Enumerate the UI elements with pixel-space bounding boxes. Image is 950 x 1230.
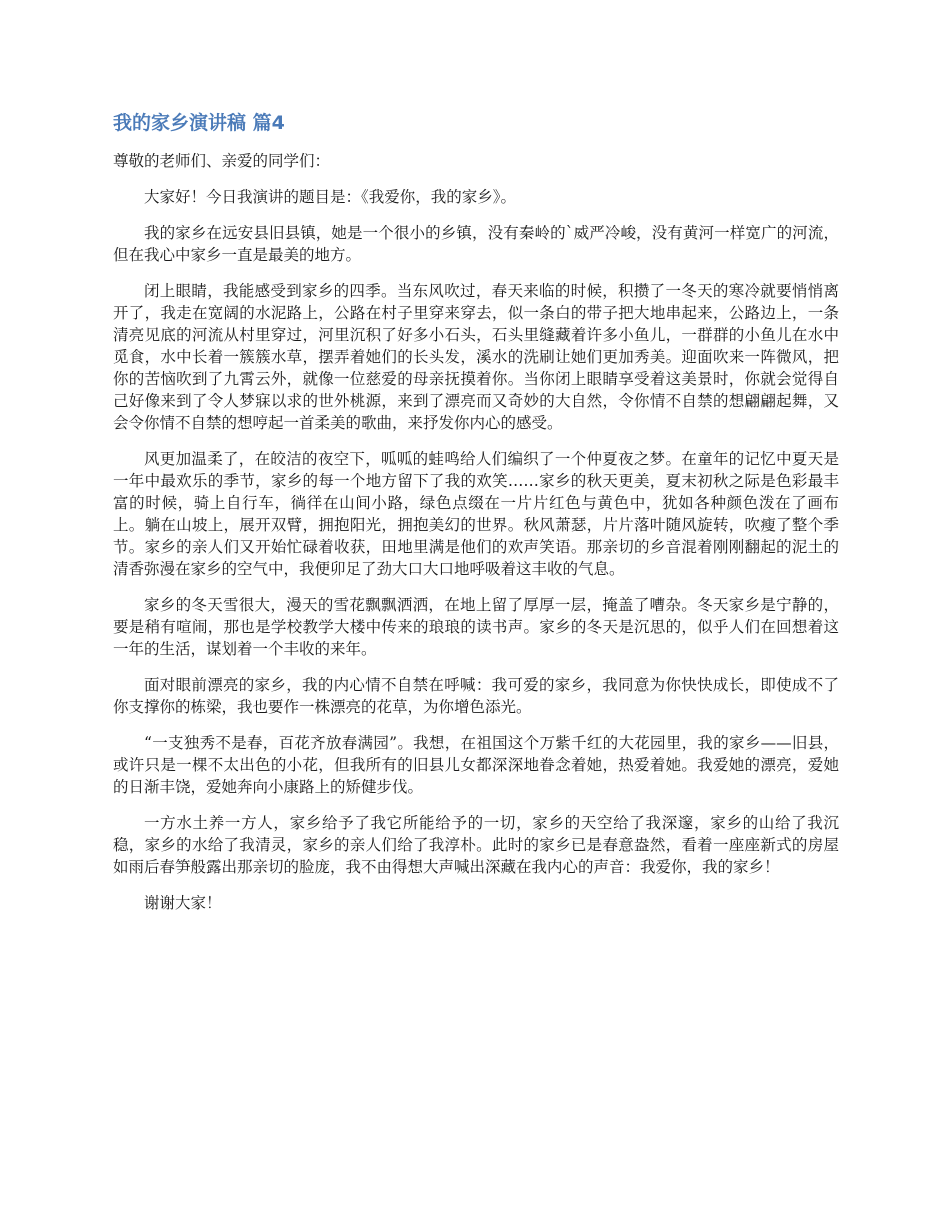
paragraph-summer-autumn: 风更加温柔了，在皎洁的夜空下，呱呱的蛙鸣给人们编织了一个仲夏夜之梦。在童年的记忆中夏天是一年中最欢乐的季节，家乡的每一个地方留下了我的欢笑……家乡的秋天更美，夏末初秋之际是色彩最丰富的时候，骑上自行车，徜徉在山间小路，绿色点缀在一片片红色与黄色中，犹如各种颜色泼在了画布上。躺在山坡上，展开双臂，拥抱阳光，拥抱美幻的世界。秋风萧瑟，片片落叶随风旋转，吹瘦了整个季节。家乡的亲人们又开始忙碌着收获，田地里满是他们的欢声笑语。那亲切的乡音混着刚刚翻起的泥土的清香弥漫在家乡的空气中，我便卯足了劲大口大口地呼吸着这丰收的气息。 xyxy=(113,450,839,578)
paragraph-hometown-love: “一支独秀不是春，百花齐放春满园”。我想，在祖国这个万紫千红的大花园里，我的家乡——旧县，或许只是一棵不太出色的小花，但我所有的旧县儿女都深深地眷念着她，热爱着她。我爱她的漂亮，爱她的日渐丰饶，爱她奔向小康路上的矫健步伐。 xyxy=(113,734,839,796)
document-page xyxy=(113,110,839,928)
paragraph-winter: 家乡的冬天雪很大，漫天的雪花飘飘洒洒，在地上留了厚厚一层，掩盖了嘈杂。冬天家乡是宁静的，要是稍有喧闹，那也是学校教学大楼中传来的琅琅的读书声。家乡的冬天是沉思的，似乎人们在回想着这一年的生活，谋划着一个丰收的来年。 xyxy=(113,596,839,658)
paragraph-aspiration: 面对眼前漂亮的家乡，我的内心情不自禁在呼喊：我可爱的家乡，我同意为你快快成长，即使成不了你支撑你的栋梁，我也要作一株漂亮的花草，为你增色添光。 xyxy=(113,676,839,716)
paragraph-thanks: 谢谢大家！ xyxy=(144,894,222,912)
salutation: 尊敬的老师们、亲爱的同学们： xyxy=(113,152,331,170)
document-title: 我的家乡演讲稿 篇4 xyxy=(113,112,285,134)
paragraph-spring: 闭上眼睛，我能感受到家乡的四季。当东风吹过，春天来临的时候，积攒了一冬天的寒冷就要悄悄离开了，我走在宽阔的水泥路上，公路在村子里穿来穿去，似一条白的带子把大地串起来，公路边上，一条清亮见底的河流从村里穿过，河里沉积了好多小石头，石头里缝藏着许多小鱼儿，一群群的小鱼儿在水中觅食，水中长着一簇簇水草，摆弄着她们的长头发，溪水的洗刷让她们更加秀美。迎面吹来一阵微风，把你的苦恼吹到了九霄云外，就像一位慈爱的母亲抚摸着你。当你闭上眼睛享受着这美景时，你就会觉得自己好像来到了令人梦寐以求的世外桃源，来到了漂亮而又奇妙的大自然，令你情不自禁的想翩翩起舞，又会令你情不自禁的想哼起一首柔美的歌曲，来抒发你内心的感受。 xyxy=(113,282,839,432)
paragraph-greeting: 大家好！今日我演讲的题目是：《我爱你，我的家乡》。 xyxy=(144,188,517,206)
paragraph-intro: 我的家乡在远安县旧县镇，她是一个很小的乡镇，没有秦岭的`威严冷峻，没有黄河一样宽广的河流，但在我心中家乡一直是最美的地方。 xyxy=(113,224,839,264)
paragraph-conclusion: 一方水土养一方人，家乡给予了我它所能给予的一切，家乡的天空给了我深邃，家乡的山给了我沉稳，家乡的水给了我清灵，家乡的亲人们给了我淳朴。此时的家乡已是春意盎然，看着一座座新式的房屋如雨后春笋般露出那亲切的脸庞，我不由得想大声喊出深藏在我内心的声音：我爱你，我的家乡！ xyxy=(113,814,839,876)
